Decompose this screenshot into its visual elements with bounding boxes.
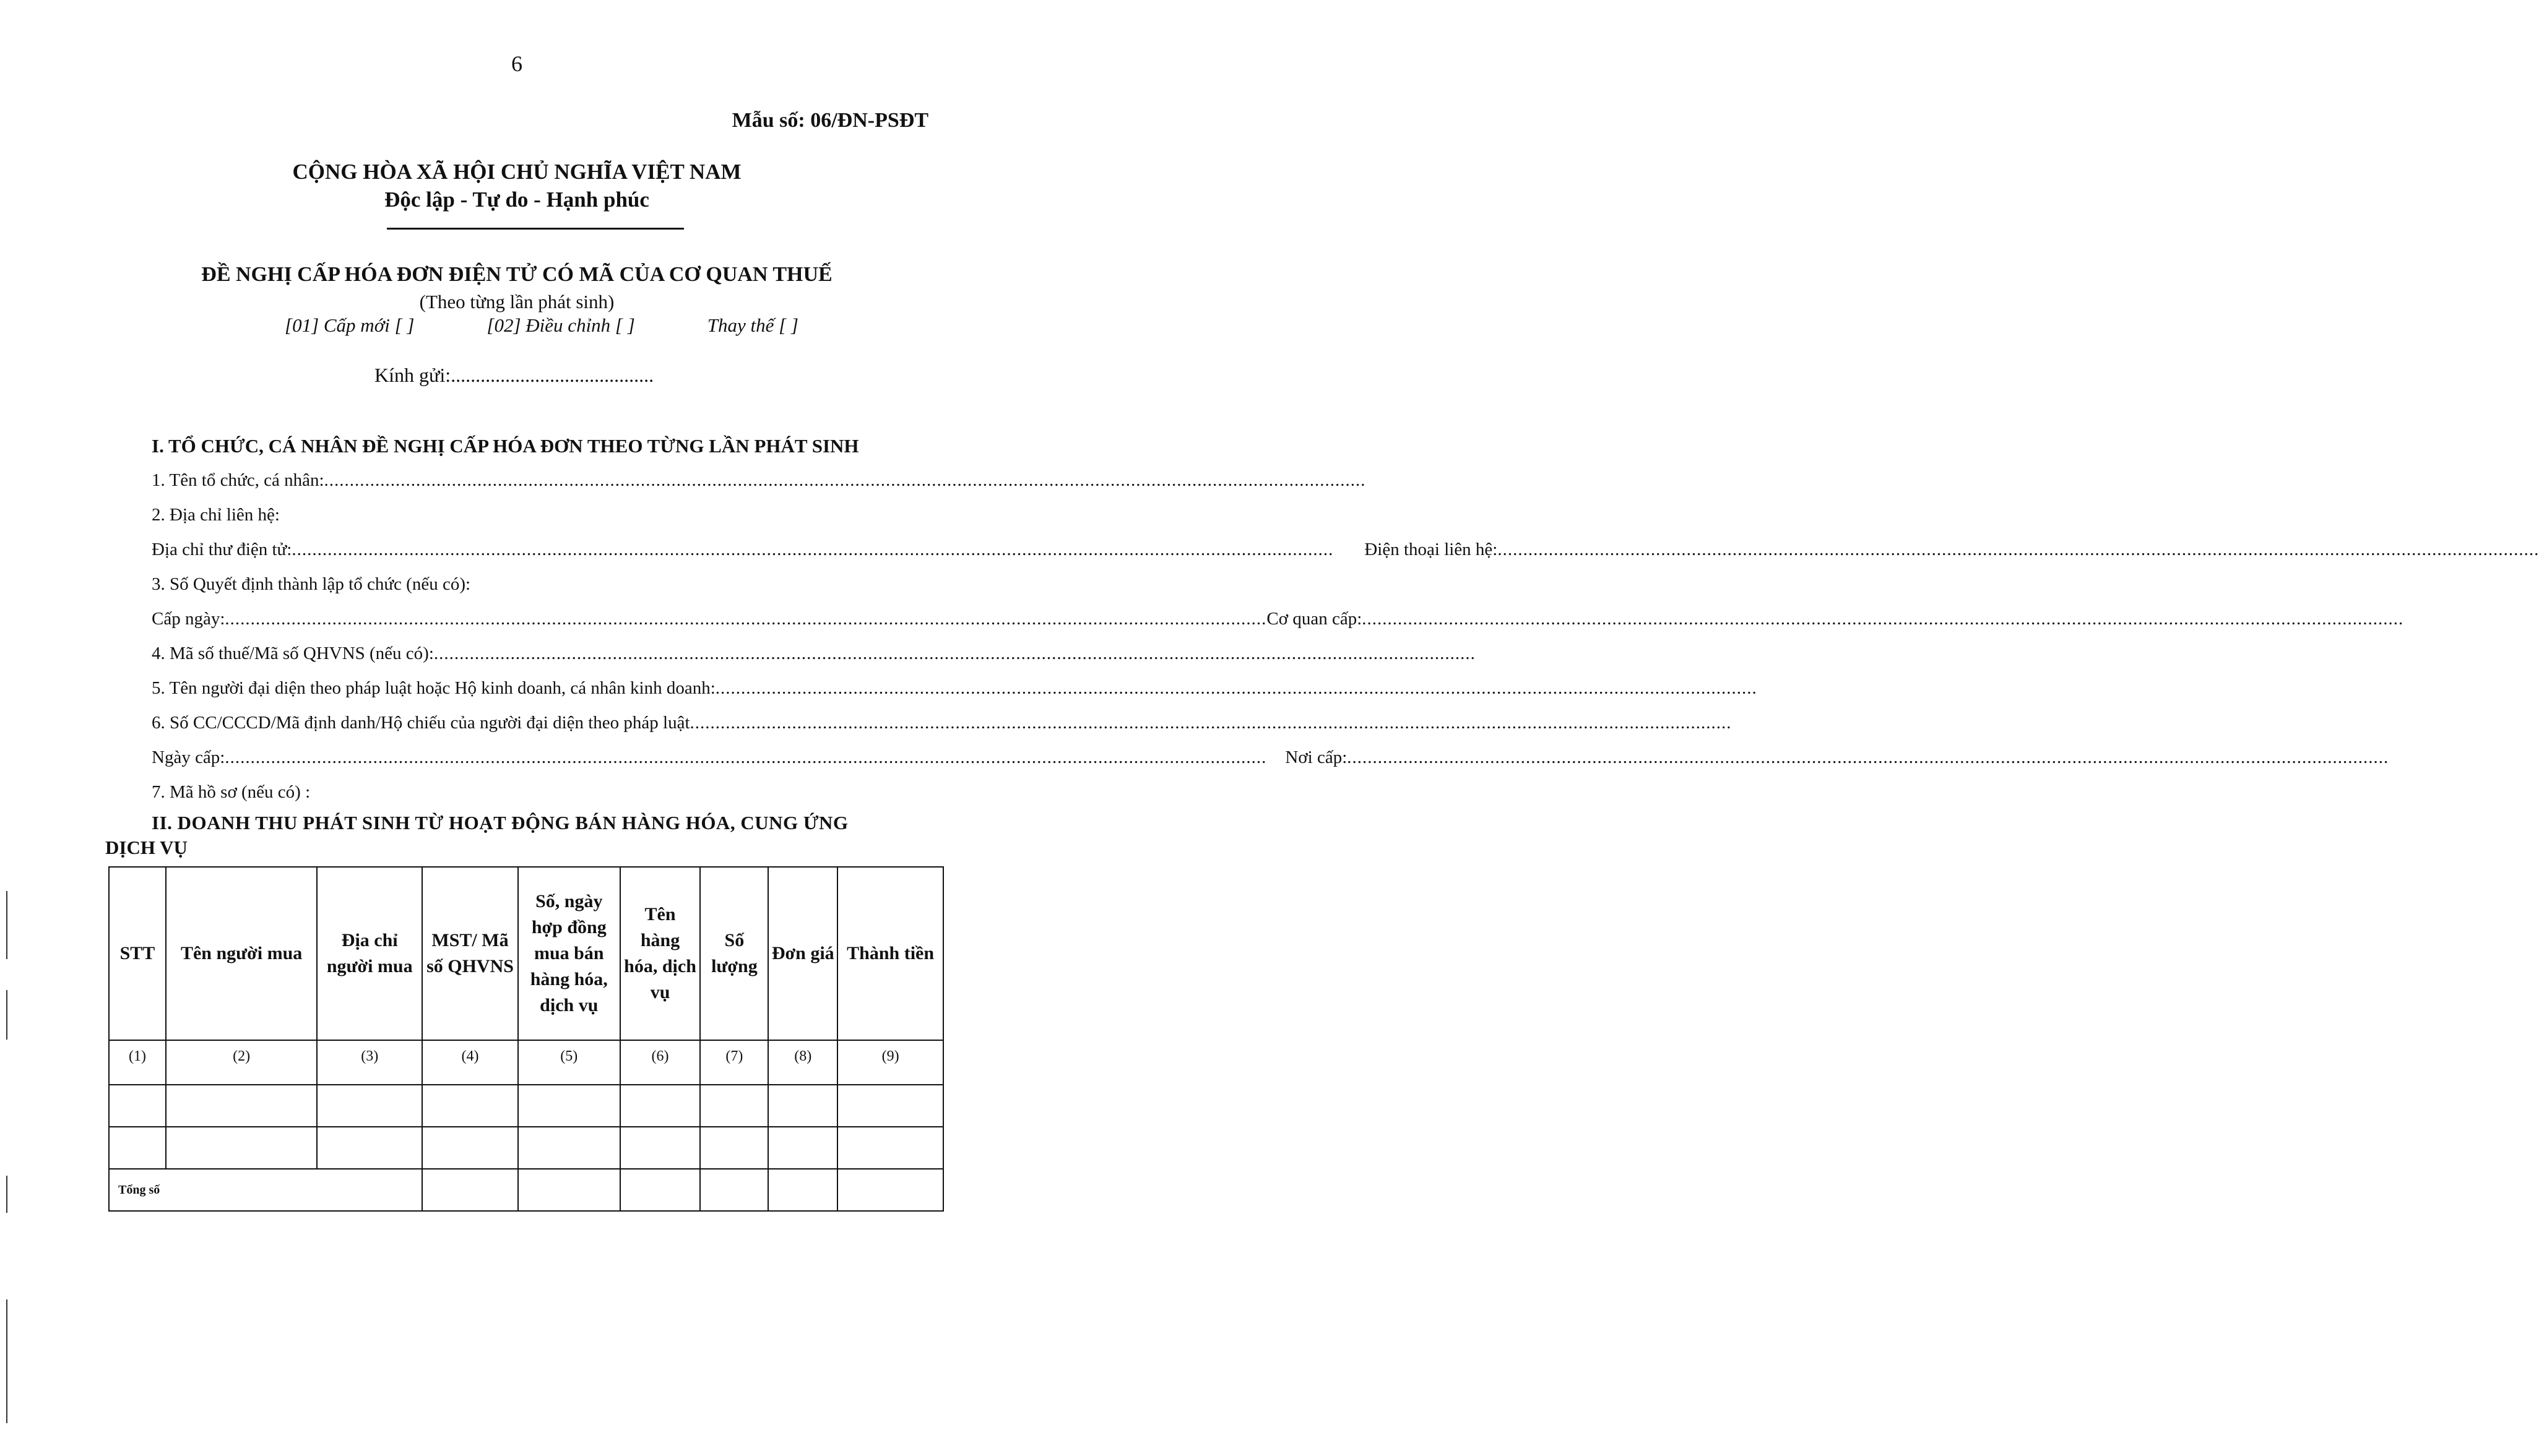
table-cell[interactable] xyxy=(837,1085,943,1127)
field-tax-code xyxy=(152,644,1476,664)
column-number: (5) xyxy=(518,1040,620,1085)
field-decision-number: 3. Số Quyết định thành lập tổ chức (nếu có): xyxy=(152,574,471,594)
col-header-buyer-address: Địa chỉ người mua xyxy=(317,867,422,1040)
scan-margin-mark xyxy=(6,891,7,959)
field-label: Nơi cấp: xyxy=(1285,747,1347,767)
field-id-date-place xyxy=(152,747,2389,768)
table-cell[interactable] xyxy=(700,1127,768,1169)
column-number: (8) xyxy=(768,1040,837,1085)
column-number: (3) xyxy=(317,1040,422,1085)
revenue-table xyxy=(108,866,944,1212)
national-header: CỘNG HÒA XÃ HỘI CHỦ NGHĨA VIỆT NAM xyxy=(292,160,742,184)
header-divider xyxy=(387,228,684,230)
col-header-buyer-name: Tên người mua xyxy=(166,867,317,1040)
fill-line[interactable]: ............................................................................................................................................................................................................ xyxy=(690,713,1732,733)
column-number: (9) xyxy=(837,1040,943,1085)
col-header-goods-name: Tên hàng hóa, dịch vụ xyxy=(620,867,701,1040)
table-cell[interactable] xyxy=(422,1127,518,1169)
column-number-row xyxy=(109,1040,943,1085)
table-cell[interactable] xyxy=(518,1085,620,1127)
table-cell[interactable] xyxy=(700,1085,768,1127)
column-number: (2) xyxy=(166,1040,317,1085)
field-label: 1. Tên tổ chức, cá nhân: xyxy=(152,470,324,490)
fill-line[interactable]: ............................................................................................................................................................................................................ xyxy=(433,644,1476,663)
fill-line[interactable]: ............................................................................................................................................................................................................ xyxy=(225,609,1267,629)
table-cell[interactable] xyxy=(109,1127,166,1169)
table-cell[interactable] xyxy=(518,1169,620,1211)
field-legal-representative xyxy=(152,678,1757,699)
field-label: Điện thoại liên hệ: xyxy=(1364,540,1498,559)
page-number: 6 xyxy=(511,51,522,76)
col-header-quantity: Số lượng xyxy=(700,867,768,1040)
fill-line[interactable]: ............................................................................................................................................................................................................ xyxy=(225,747,1267,767)
table-cell[interactable] xyxy=(700,1169,768,1211)
document-subtitle: (Theo từng lần phát sinh) xyxy=(419,291,615,312)
table-cell[interactable] xyxy=(620,1085,701,1127)
table-cell[interactable] xyxy=(422,1085,518,1127)
field-label: Cấp ngày: xyxy=(152,609,225,629)
table-cell[interactable] xyxy=(518,1127,620,1169)
document-title: ĐỀ NGHỊ CẤP HÓA ĐƠN ĐIỆN TỬ CÓ MÃ CỦA CƠ QUAN THUẾ xyxy=(201,263,833,286)
column-number: (6) xyxy=(620,1040,701,1085)
table-cell[interactable] xyxy=(166,1085,317,1127)
table-cell[interactable] xyxy=(166,1127,317,1169)
table-header-row xyxy=(109,867,943,1040)
col-header-amount: Thành tiền xyxy=(837,867,943,1040)
scan-margin-mark xyxy=(6,990,7,1040)
field-label: Cơ quan cấp: xyxy=(1266,609,1362,629)
section-2-title: II. DOANH THU PHÁT SINH TỪ HOẠT ĐỘNG BÁN HÀNG HÓA, CUNG ỨNG xyxy=(152,812,849,834)
scan-margin-mark xyxy=(6,1176,7,1213)
fill-line[interactable]: ............................................................................................................................................................................................................ xyxy=(324,470,1366,490)
field-issue-date-issuer xyxy=(152,609,2404,629)
table-cell[interactable] xyxy=(109,1085,166,1127)
table-cell[interactable] xyxy=(317,1127,422,1169)
table-cell[interactable] xyxy=(768,1169,837,1211)
field-contact-address: 2. Địa chỉ liên hệ: xyxy=(152,505,280,525)
field-label: 4. Mã số thuế/Mã số QHVNS (nếu có): xyxy=(152,644,434,663)
request-type-options xyxy=(285,314,798,337)
col-header-unit-price: Đơn giá xyxy=(768,867,837,1040)
fill-line[interactable]: ............................................................................................................................................................................................................ xyxy=(1362,609,2404,629)
national-motto: Độc lập - Tự do - Hạnh phúc xyxy=(384,187,649,212)
section-1-title: I. TỔ CHỨC, CÁ NHÂN ĐỀ NGHỊ CẤP HÓA ĐƠN THEO TỪNG LẦN PHÁT SINH xyxy=(152,435,859,457)
scan-margin-mark xyxy=(6,1299,7,1423)
section-2-title-cont: DỊCH VỤ xyxy=(105,837,188,858)
field-email-phone xyxy=(152,540,2539,560)
col-header-tax-code: MST/ Mã số QHVNS xyxy=(422,867,518,1040)
option-adjust[interactable]: [02] Điều chỉnh [ ] xyxy=(487,314,635,336)
table-cell[interactable] xyxy=(422,1169,518,1211)
option-replace[interactable]: Thay thế [ ] xyxy=(707,314,798,336)
column-number: (1) xyxy=(109,1040,166,1085)
table-cell[interactable] xyxy=(768,1127,837,1169)
table-cell[interactable] xyxy=(837,1127,943,1169)
table-cell[interactable] xyxy=(620,1127,701,1169)
fill-line[interactable]: ............................................................................................................................................................................................................ xyxy=(292,540,1334,559)
field-label: 5. Tên người đại diện theo pháp luật hoặc Hộ kinh doanh, cá nhân kinh doanh: xyxy=(152,678,716,698)
table-row xyxy=(109,1127,943,1169)
table-total-row xyxy=(109,1169,943,1211)
field-org-name xyxy=(152,470,1366,491)
field-representative-id xyxy=(152,713,1732,733)
column-number: (7) xyxy=(700,1040,768,1085)
recipient-line: Kính gửi:......................................... xyxy=(374,364,654,386)
field-label: 6. Số CC/CCCD/Mã định danh/Hộ chiếu của người đại diện theo pháp luật xyxy=(152,713,690,733)
fill-line[interactable]: ............................................................................................................................................................................................................ xyxy=(1347,747,2389,767)
table-cell[interactable] xyxy=(317,1085,422,1127)
fill-line[interactable]: ............................................................................................................................................................................................................ xyxy=(1497,540,2539,559)
fill-line[interactable]: ............................................................................................................................................................................................................ xyxy=(715,678,1757,698)
table-cell[interactable] xyxy=(768,1085,837,1127)
column-number: (4) xyxy=(422,1040,518,1085)
field-label: Ngày cấp: xyxy=(152,747,225,767)
total-label: Tổng số xyxy=(109,1169,422,1211)
field-dossier-code: 7. Mã hồ sơ (nếu có) : xyxy=(152,782,311,802)
option-new[interactable]: [01] Cấp mới [ ] xyxy=(285,314,415,336)
col-header-contract: Số, ngày hợp đồng mua bán hàng hóa, dịch vụ xyxy=(518,867,620,1040)
form-code: Mẫu số: 06/ĐN-PSĐT xyxy=(732,109,928,132)
table-cell[interactable] xyxy=(837,1169,943,1211)
table-row xyxy=(109,1085,943,1127)
col-header-stt: STT xyxy=(109,867,166,1040)
table-cell[interactable] xyxy=(620,1169,701,1211)
field-label: Địa chỉ thư điện tử: xyxy=(152,540,292,559)
